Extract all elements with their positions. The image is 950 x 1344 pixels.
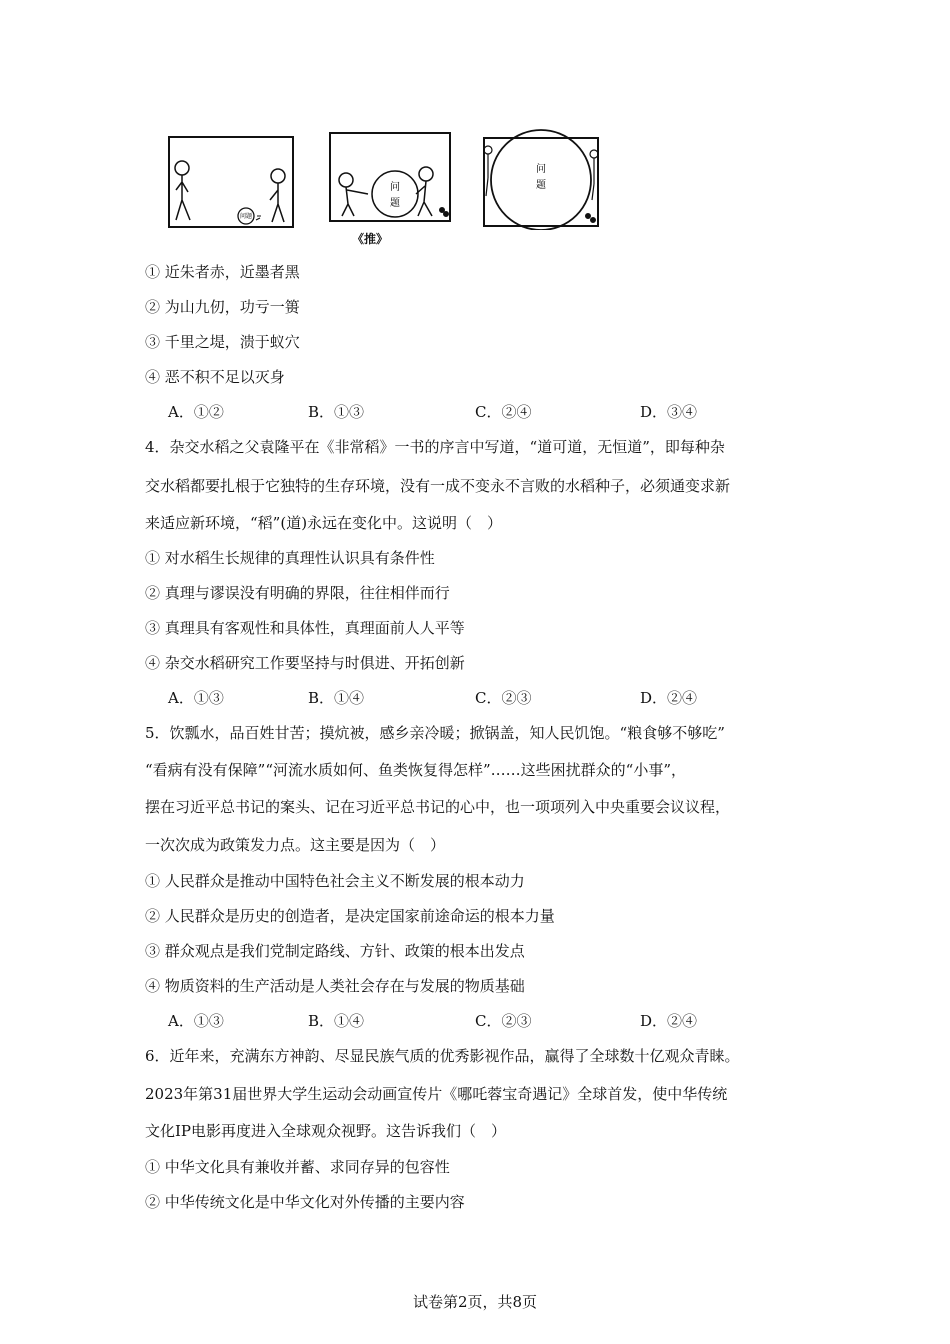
q3-options (168, 402, 788, 422)
q5-option-d[interactable]: D．②④ (640, 1012, 698, 1030)
q5-option-a[interactable]: A．①③ (168, 1012, 224, 1030)
q4-stem-line-2: 交水稻都要扎根于它独特的生存环境，没有一成不变永不言败的水稻种子，必须通变求新 (145, 477, 731, 495)
q6-stem-line-1: 6．近年来，充满东方神韵、尽显民族气质的优秀影视作品，赢得了全球数十亿观众青睐。 (145, 1047, 740, 1065)
q6-statement-1: ① 中华文化具有兼收并蓄、求同存异的包容性 (145, 1158, 450, 1176)
q5-stem-line-3: 摆在习近平总书记的案头、记在习近平总书记的心中，也一项项列入中央重要会议议程， (145, 798, 731, 816)
q4-option-d[interactable]: D．②④ (640, 689, 698, 707)
cartoon-caption: 《推》 (352, 232, 389, 246)
q4-statement-3: ③ 真理具有客观性和具体性，真理面前人人平等 (145, 619, 465, 637)
q3-option-c[interactable]: C．②④ (475, 403, 532, 421)
q5-statement-2: ② 人民群众是历史的创造者，是决定国家前途命运的根本力量 (145, 907, 555, 925)
cartoon-panel-3-ball-text-top: 问 (536, 164, 546, 175)
cartoon-panel-2-ball-text-bottom: 题 (390, 198, 400, 209)
q4-statement-2: ② 真理与谬误没有明确的界限，往往相伴而行 (145, 584, 450, 602)
q4-statement-4: ④ 杂交水稻研究工作要坚持与时俱进、开拓创新 (145, 654, 465, 672)
q6-stem-line-2: 2023年第31届世界大学生运动会动画宣传片《哪吒蓉宝奇遇记》全球首发，使中华传统 (145, 1085, 728, 1103)
q3-statement-3: ③ 千里之堤，溃于蚁穴 (145, 333, 300, 351)
q3-statement-2: ② 为山九仞，功亏一篑 (145, 298, 300, 316)
q3-statement-1: ① 近朱者赤，近墨者黑 (145, 263, 300, 281)
q6-stem-line-3: 文化IP电影再度进入全球观众视野。这告诉我们（ ） (145, 1122, 507, 1140)
q5-statement-4: ④ 物质资料的生产活动是人类社会存在与发展的物质基础 (145, 977, 525, 995)
q3-option-a[interactable]: A．①② (168, 403, 224, 421)
cartoon-panel-2-ball-text-top: 问 (390, 182, 400, 193)
cartoon-panel-3-ball-text-bottom: 题 (536, 180, 546, 191)
q4-option-b[interactable]: B．①④ (308, 689, 365, 707)
cartoon-panel-1-ball-text: 问题 (239, 213, 253, 220)
q5-statement-1: ① 人民群众是推动中国特色社会主义不断发展的根本动力 (145, 872, 525, 890)
page-footer: 试卷第2页，共8页 (412, 1293, 538, 1311)
q5-stem-line-2: “看病有没有保障”“河流水质如何、鱼类恢复得怎样”……这些困扰群众的“小事”， (145, 761, 687, 779)
q4-option-a[interactable]: A．①③ (168, 689, 224, 707)
q5-statement-3: ③ 群众观点是我们党制定路线、方针、政策的根本出发点 (145, 942, 525, 960)
q4-statement-1: ① 对水稻生长规律的真理性认识具有条件性 (145, 549, 435, 567)
cartoon-illustration (160, 128, 610, 230)
q6-statement-2: ② 中华传统文化是中华文化对外传播的主要内容 (145, 1193, 465, 1211)
q5-stem-line-1: 5．饮瓢水，品百姓甘苦；摸炕被，感乡亲冷暖；掀锅盖，知人民饥饱。“粮食够不够吃” (145, 724, 725, 742)
q5-stem-line-4: 一次次成为政策发力点。这主要是因为（ ） (145, 836, 446, 854)
cartoon-panel-1 (169, 137, 293, 227)
q5-option-b[interactable]: B．①④ (308, 1012, 365, 1030)
q5-options (168, 1011, 788, 1031)
q3-option-b[interactable]: B．①③ (308, 403, 365, 421)
q4-options (168, 688, 788, 708)
q4-option-c[interactable]: C．②③ (475, 689, 532, 707)
q3-statement-4: ④ 恶不积不足以灭身 (145, 368, 285, 386)
q3-option-d[interactable]: D．③④ (640, 403, 698, 421)
q4-stem-line-1: 4．杂交水稻之父袁隆平在《非常稻》一书的序言中写道，“道可道，无恒道”，即每种杂 (145, 438, 725, 456)
q4-stem-line-3: 来适应新环境，“稻”(道)永远在变化中。这说明（ ） (145, 514, 503, 532)
q5-option-c[interactable]: C．②③ (475, 1012, 532, 1030)
